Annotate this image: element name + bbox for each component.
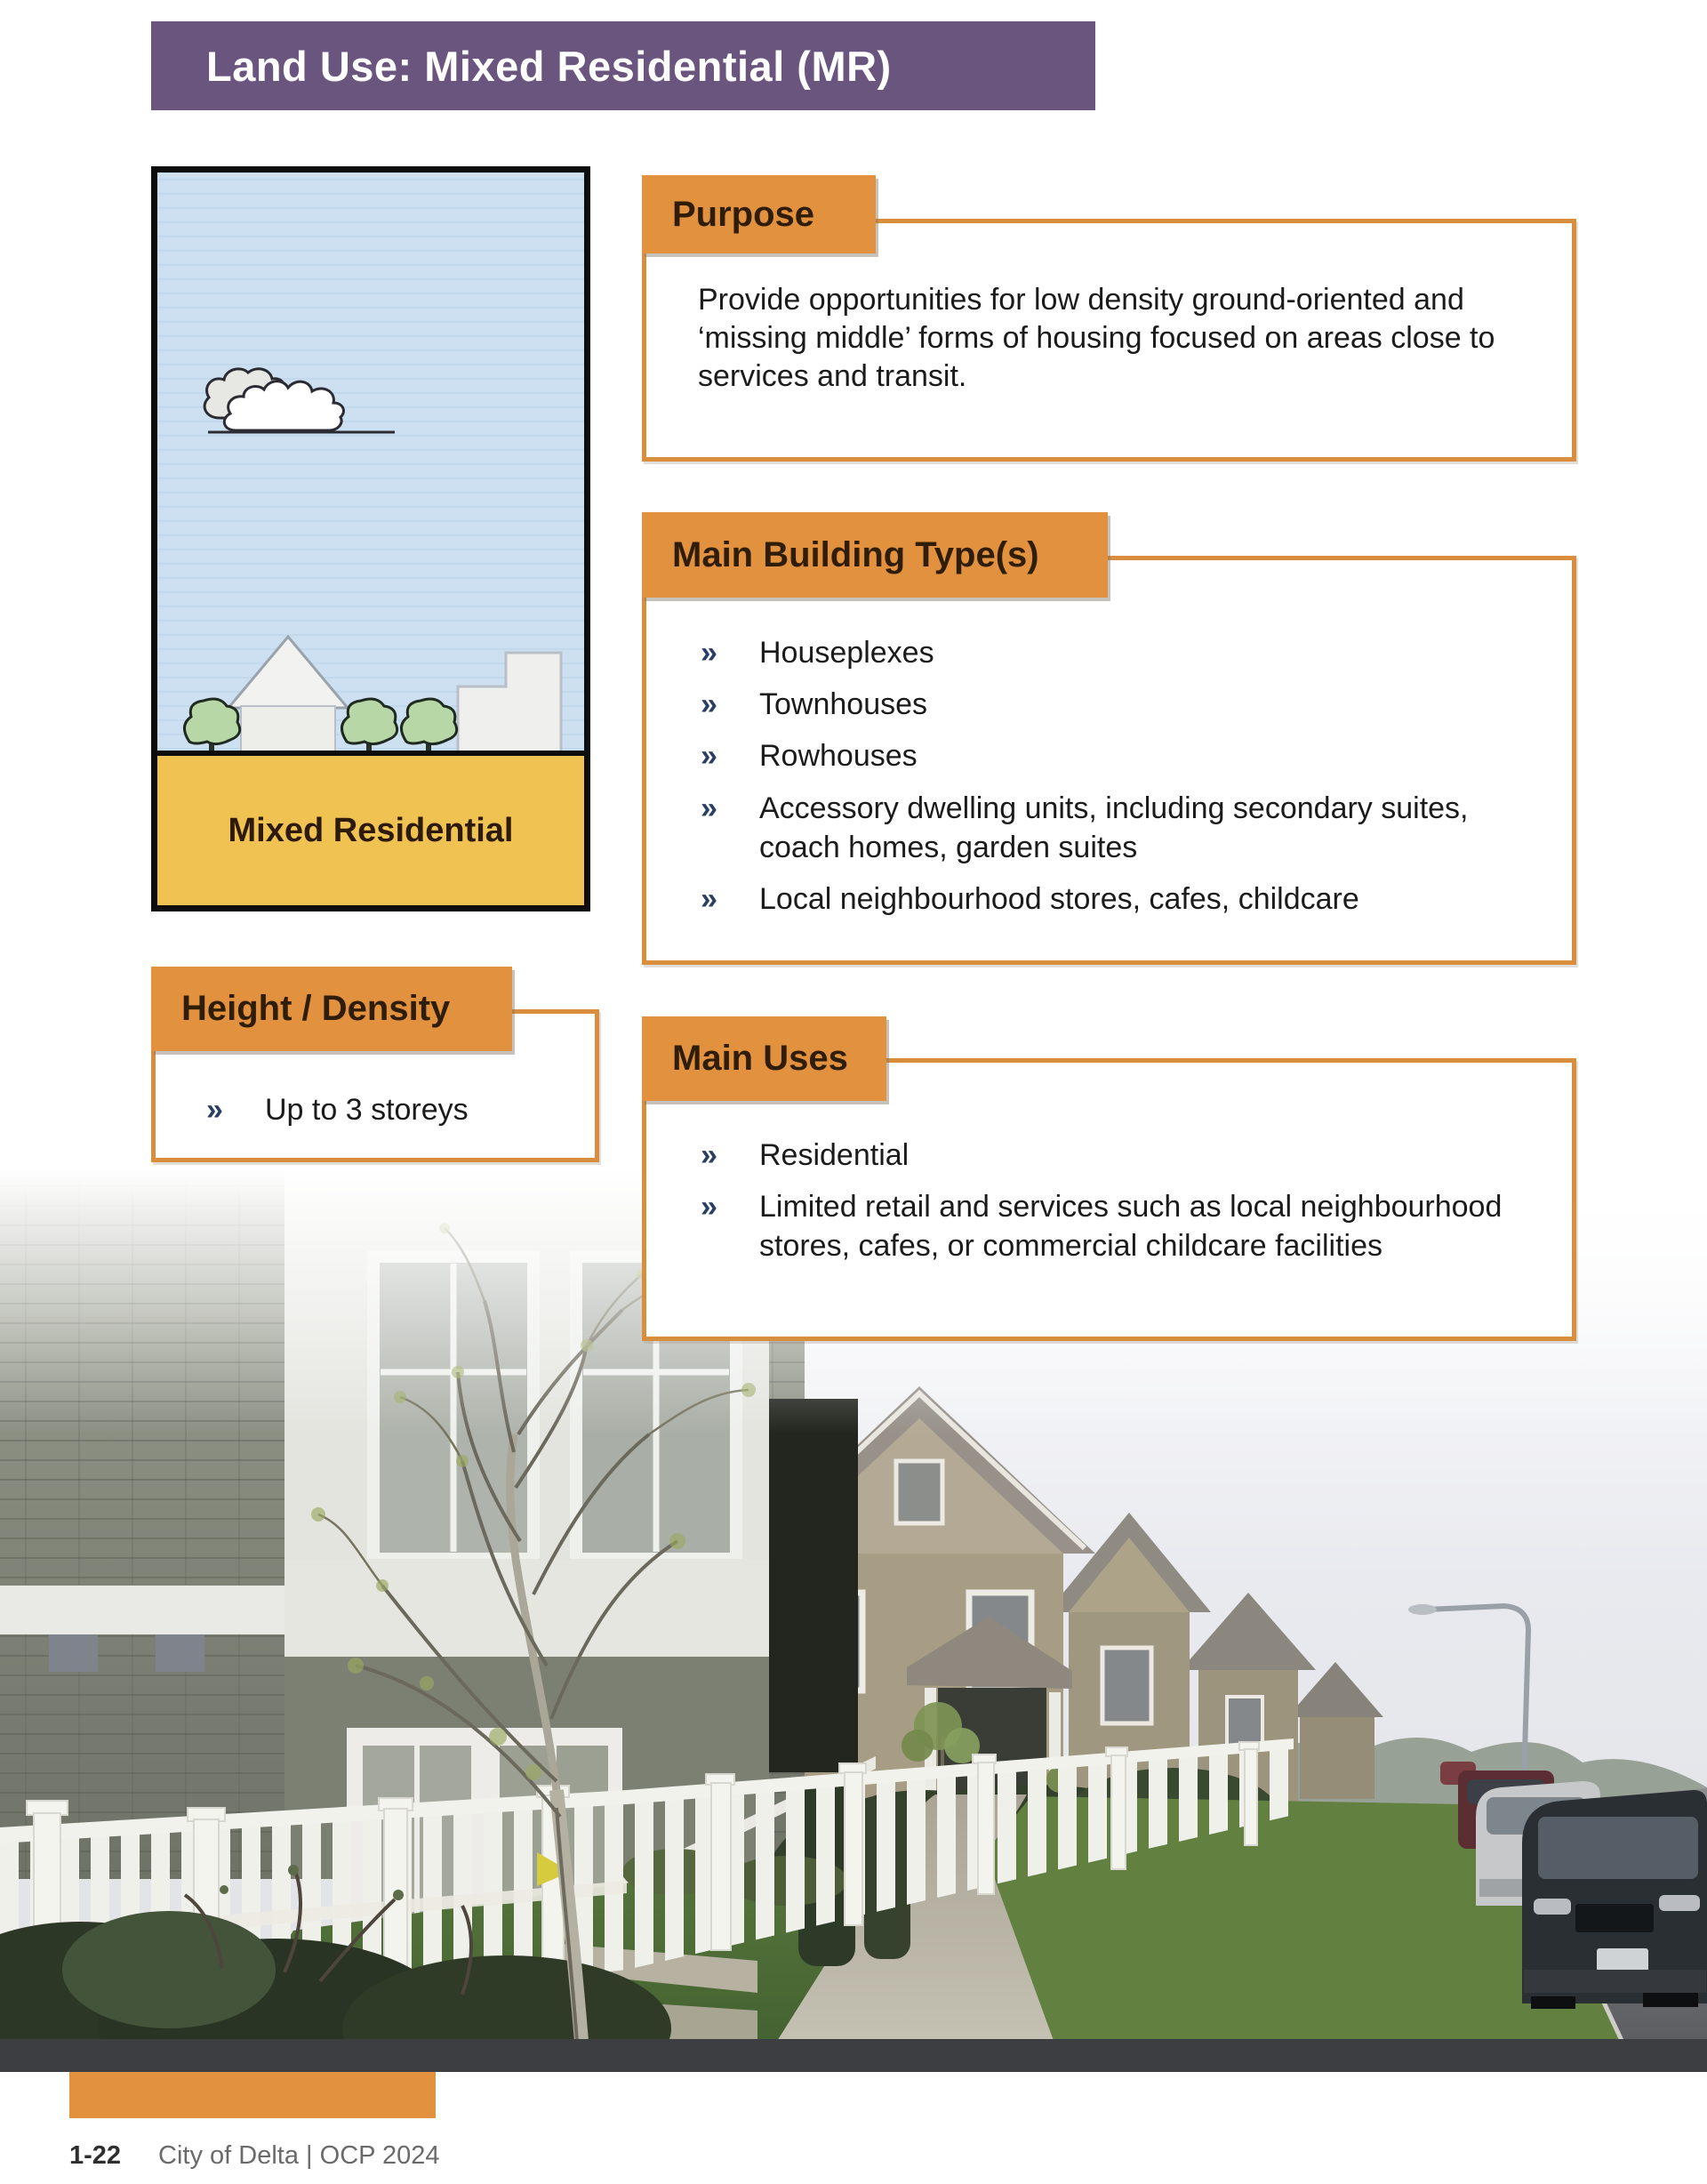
footer-accent-bar [69, 2072, 436, 2118]
list-item: » Residential [701, 1136, 1519, 1175]
illustration-scene [157, 173, 584, 756]
road-band [0, 2039, 1707, 2072]
building-types-list [701, 633, 1519, 931]
chevron-bullet-icon: » [206, 1093, 223, 1127]
page-number: 1-22 [69, 2141, 122, 2170]
page-title-banner [151, 21, 1095, 110]
chevron-bullet-icon: » [701, 1138, 717, 1172]
chevron-bullet-icon: » [701, 687, 717, 722]
main-uses-list [701, 1136, 1519, 1279]
chevron-bullet-icon: » [701, 636, 717, 670]
chevron-bullet-icon: » [701, 881, 717, 916]
chevron-bullet-icon: » [701, 739, 717, 774]
main-uses-heading: Main Uses [672, 1039, 848, 1078]
building-types-tab [642, 512, 1108, 598]
building-types-heading: Main Building Type(s) [672, 534, 1039, 574]
purpose-tab [642, 175, 876, 253]
list-item: » Houseplexes [701, 633, 1519, 672]
list-item: » Local neighbourhood stores, cafes, childcare [701, 879, 1519, 919]
footer [69, 2141, 440, 2171]
land-use-illustration [151, 166, 590, 911]
list-item: » Townhouses [701, 685, 1519, 724]
height-density-heading: Height / Density [181, 989, 451, 1028]
page-title: Land Use: Mixed Residential (MR) [206, 42, 892, 90]
list-item: » Limited retail and services such as local neighbourhood stores, cafes, or commercial childcare facilities [701, 1187, 1519, 1265]
height-density-list [206, 1090, 562, 1142]
purpose-body: Provide opportunities for low density ground-oriented and ‘missing middle’ forms of housing focused on areas close to services and transit. [698, 283, 1495, 394]
illustration-label: Mixed Residential [228, 811, 514, 849]
document-title: City of Delta | OCP 2024 [158, 2141, 440, 2170]
list-item: » Accessory dwelling units, including secondary suites, coach homes, garden suites [701, 789, 1519, 867]
illustration-label-band [157, 756, 584, 905]
purpose-heading: Purpose [672, 194, 815, 234]
main-uses-tab [642, 1016, 886, 1101]
height-density-tab [151, 967, 512, 1051]
list-item: » Up to 3 storeys [206, 1090, 562, 1129]
chevron-bullet-icon: » [701, 791, 717, 825]
chevron-bullet-icon: » [701, 1190, 717, 1224]
list-item: » Rowhouses [701, 736, 1519, 775]
